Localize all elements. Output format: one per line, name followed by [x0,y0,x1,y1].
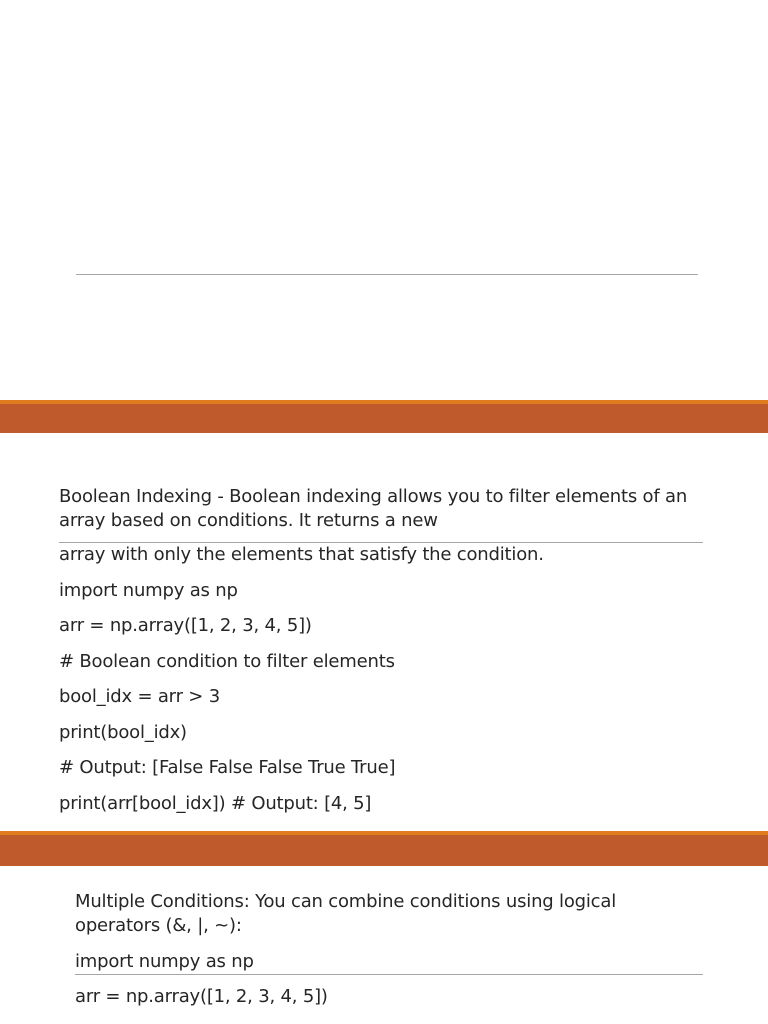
slide-2-line-5: bool_idx = arr > 3 [59,686,220,707]
slide-2-line-2: import numpy as np [59,580,238,601]
slide-3-heading [75,890,715,938]
slide-3-heading-rule [75,974,703,975]
slide-1-title-rule [76,274,698,275]
slide-2-line-6: print(bool_idx) [59,722,187,743]
slide-2-body [59,543,719,823]
slide-2-line-1: array with only the elements that satisfy the condition. [59,544,544,565]
slide-2 [0,433,768,831]
slide-2-line-7: # Output: [False False False True True] [59,757,396,778]
slide-1 [0,0,768,400]
slide-2-heading [59,485,719,533]
slide-3-line-2: arr = np.array([1, 2, 3, 4, 5]) [75,986,328,1007]
slide-3 [0,866,768,1024]
slide-divider-band-2-highlight [0,831,768,835]
slide-3-body [75,950,715,1020]
slide-divider-band-2 [0,831,768,866]
slide-2-heading-line-1: Boolean Indexing - Boolean indexing allows you to filter elements of an [59,486,688,507]
slide-2-line-4: # Boolean condition to filter elements [59,651,395,672]
slide-2-heading-line-2: array based on conditions. It returns a new [59,510,438,531]
slide-divider-band-1-highlight [0,400,768,404]
slide-3-heading-line-2: operators (&, |, ~): [75,915,242,936]
slide-divider-band-1 [0,400,768,433]
slide-3-heading-line-1: Multiple Conditions: You can combine conditions using logical [75,891,616,912]
slide-3-line-1: import numpy as np [75,951,254,972]
slide-2-line-3: arr = np.array([1, 2, 3, 4, 5]) [59,615,312,636]
slide-2-line-8: print(arr[bool_idx]) # Output: [4, 5] [59,793,372,814]
